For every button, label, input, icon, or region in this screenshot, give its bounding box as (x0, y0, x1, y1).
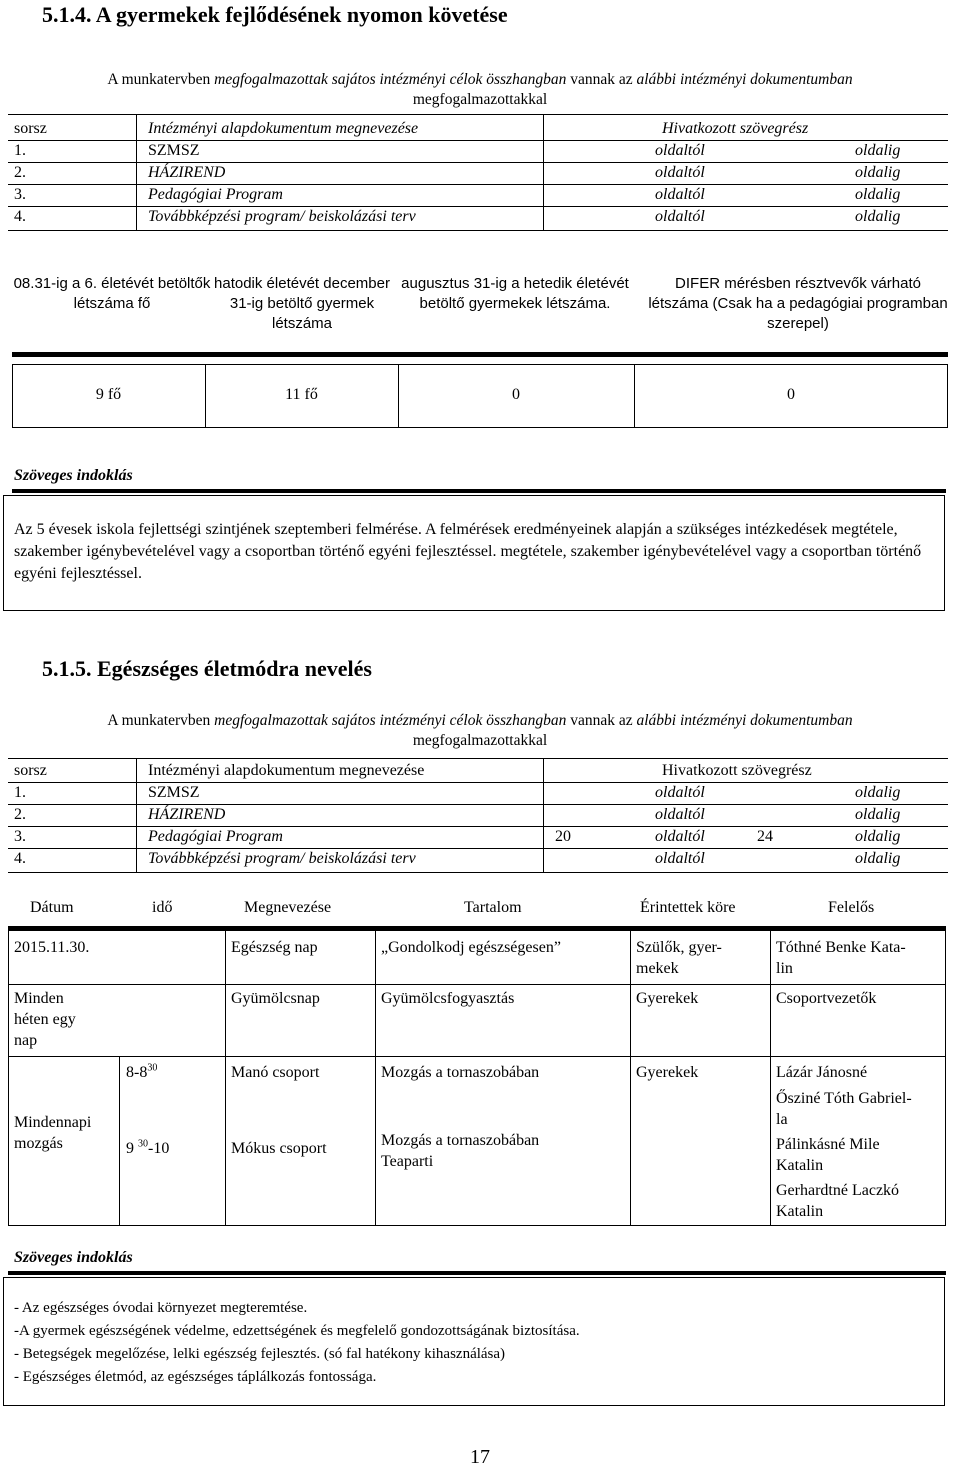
row-num: 3. (14, 828, 26, 845)
sched-row3-name-b: Mókus csoport (231, 1140, 327, 1157)
row-to-label: oldalig (855, 806, 901, 823)
row-from-label: oldaltól (655, 850, 705, 867)
row-from-label: oldaltól (655, 828, 705, 845)
sched-row3-content-b: Mozgás a tornaszobában Teaparti (381, 1132, 540, 1170)
stats-thick-rule (12, 352, 948, 357)
row-from-label: oldaltól (655, 186, 705, 203)
row-doc-name: Továbbképzési program/ beiskolázási terv (148, 850, 416, 867)
sched-header-time: idő (152, 899, 173, 916)
sched-header-date: Dátum (30, 899, 74, 916)
sched-row3-affected: Gyerekek (636, 1064, 699, 1081)
stats-value-difer: 0 (787, 386, 795, 403)
row-num: 3. (14, 186, 26, 203)
sched-row1-content: „Gondolkodj egészségesen” (381, 939, 561, 956)
stats-value-dec: 11 fő (285, 386, 318, 403)
sched-row3-content-a: Mozgás a tornaszobában (381, 1064, 540, 1081)
row-doc-name: Pedagógiai Program (148, 828, 283, 845)
stats-header-difer: DIFER mérésben résztvevők várható létszáma (Csak ha a pedagógiai programban szerepel) (648, 275, 948, 332)
row-to-label: oldalig (855, 208, 901, 225)
row-num: 2. (14, 806, 26, 823)
col-header-ref: Hivatkozott szövegrész (662, 120, 809, 137)
section-515-intro: A munkatervben megfogalmazottak sajátos intézményi célok összhangban vannak az alábbi intézményi dokumentumban megfogalmazottakkal (107, 712, 853, 749)
stats-value-6yr: 9 fő (95, 386, 122, 403)
list-item: - Betegségek megelőzése, lelki egészség fejlesztés. (só fal hatékony kihasználása) (14, 1346, 506, 1362)
row-num: 2. (14, 164, 26, 181)
row-num: 4. (14, 208, 26, 225)
col-header-sorsz: sorsz (14, 120, 47, 137)
list-item: - Az egészséges óvodai környezet megteremtése. (14, 1300, 308, 1316)
section-514-title: 5.1.4. A gyermekek fejlődésének nyomon követése (42, 2, 508, 27)
sched-row1-resp: Tóthné Benke Kata- lin (776, 939, 906, 977)
sched-row3-time-a: $8-8^{30}$ (126, 1062, 158, 1081)
sched-row3-date: Mindennapi mozgás (14, 1114, 92, 1152)
row-num: 1. (14, 142, 26, 159)
col-header-ref: Hivatkozott szövegrész (662, 762, 812, 779)
justification-title: Szöveges indoklás (14, 467, 133, 484)
row-from-label: oldaltól (655, 164, 705, 181)
sched-header-affected: Érintettek köre (640, 899, 736, 916)
col-header-doc: Intézményi alapdokumentum megnevezése (148, 762, 425, 779)
list-item: -A gyermek egészségének védelme, edzettségének és megfelelő gondozottságának biztosítása. (14, 1323, 580, 1339)
page-number: 17 (470, 1446, 490, 1468)
row-to-label: oldalig (855, 164, 901, 181)
row-num: 4. (14, 850, 26, 867)
row-doc-name: HÁZIREND (148, 806, 226, 823)
sched-header-name: Megnevezése (244, 899, 332, 916)
row-from-label: oldaltól (655, 784, 705, 801)
sched-header-content: Tartalom (464, 899, 522, 916)
stats-value-7yr: 0 (512, 386, 520, 403)
sched-row2-affected: Gyerekek (636, 990, 699, 1007)
row-doc-name: SZMSZ (148, 142, 200, 159)
col-divider (136, 114, 137, 230)
col-divider (543, 114, 544, 230)
sched-row1-date: 2015.11.30. (14, 939, 90, 956)
section-514-intro: A munkatervben megfogalmazottak sajátos intézményi célok összhangban vannak az alábbi intézményi dokumentumban megfogalmazottakkal (107, 71, 853, 108)
sched-row3-name-a: Manó csoport (231, 1064, 320, 1081)
stats-header-7yr: augusztus 31-ig a hetedik életévét betöltő gyermekek létszáma. (401, 275, 629, 312)
row-to-label: oldalig (855, 784, 901, 801)
sched-row1-affected: Szülők, gyer- mekek (636, 939, 722, 977)
row-from-label: oldaltól (655, 142, 705, 159)
row-to-label: oldalig (855, 828, 901, 845)
sched-row2-resp: Csoportvezetők (776, 990, 877, 1007)
sched-row2-name: Gyümölcsnap (231, 990, 320, 1007)
stats-header-dec: hatodik életévét december 31-ig betöltő gyermek létszáma (214, 275, 390, 332)
sched-row3-time-b: 9 $^{30}$-10 (126, 1138, 170, 1157)
row-doc-name: SZMSZ (148, 784, 200, 801)
row-doc-name: Továbbképzési program/ beiskolázási terv (148, 208, 416, 225)
sched-row3-resp: Lázár Jánosné Ősziné Tóth Gabriel- la Pálinkásné Mile Katalin Gerhardtné Laczkó Katalin (776, 1064, 912, 1220)
row-doc-name: Pedagógiai Program (148, 186, 283, 203)
sched-row2-content: Gyümölcsfogyasztás (381, 990, 515, 1007)
justification-text: Az 5 évesek iskola fejlettségi szintjének szeptemberi felmérése. A felmérések eredményeinek alapján a szükséges intézkedések megtétele, szakember igénybevételével vagy a csoportban történő egyéni fejlesztéssel. megtétele, szakember igénybevételével vagy a csoportban történő egyéni fejlesztéssel. (14, 521, 922, 582)
section-515-title: 5.1.5. Egészséges életmódra nevelés (42, 656, 372, 681)
row-to-label: oldalig (855, 186, 901, 203)
row-from-label: oldaltól (655, 806, 705, 823)
list-item: - Egészséges életmód, az egészséges táplálkozás fontossága. (14, 1369, 377, 1385)
row-to-label: oldalig (855, 850, 901, 867)
row-from-label: oldaltól (655, 208, 705, 225)
row-num: 1. (14, 784, 26, 801)
sched-row1-name: Egészség nap (231, 939, 318, 956)
row-to-value: 24 (757, 828, 773, 845)
col-header-doc: Intézményi alapdokumentum megnevezése (148, 120, 419, 137)
sched-row2-date: Minden héten egy nap (14, 990, 76, 1049)
row-to-label: oldalig (855, 142, 901, 159)
stats-header-6yr: 08.31-ig a 6. életévét betöltők létszáma fő (13, 275, 211, 312)
table-top-rule (8, 114, 948, 115)
justification-list (14, 1297, 580, 1389)
row-from-value: 20 (555, 828, 571, 845)
sched-header-resp: Felelős (828, 899, 875, 916)
col-header-sorsz: sorsz (14, 762, 47, 779)
justification-title: Szöveges indoklás (14, 1249, 133, 1266)
row-doc-name: HÁZIREND (148, 164, 226, 181)
